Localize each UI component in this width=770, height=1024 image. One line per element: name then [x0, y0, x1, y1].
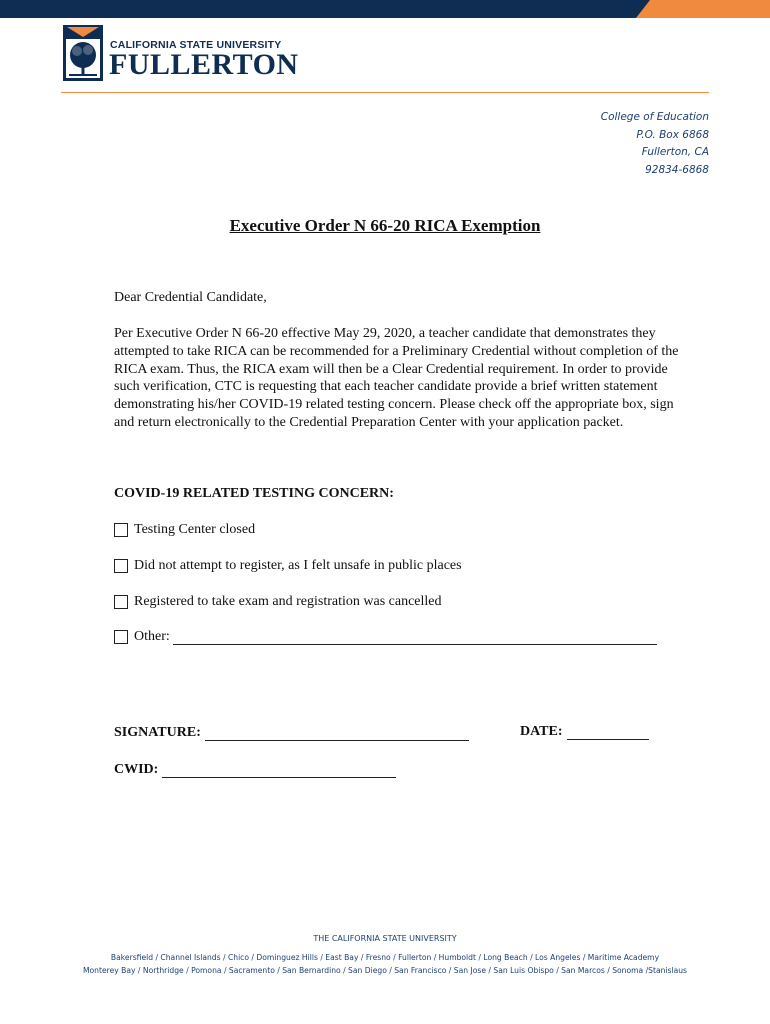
- checkbox[interactable]: [114, 523, 128, 537]
- footer-campus-list: Monterey Bay / Northridge / Pomona / Sacramento / San Bernardino / San Diego / San Francisco / San Jose / San Luis Obispo / San Marcos / Sonoma /Stanislaus: [82, 966, 688, 975]
- date-row: [520, 724, 649, 740]
- option-registration-cancelled[interactable]: [114, 594, 442, 610]
- option-label: Other:: [134, 629, 170, 644]
- address-line: 92834-6868: [645, 163, 709, 176]
- salutation: Dear Credential Candidate,: [114, 290, 267, 305]
- cwid-label: CWID:: [114, 762, 159, 777]
- option-label: Registered to take exam and registration was cancelled: [134, 594, 442, 609]
- concern-heading: COVID-19 RELATED TESTING CONCERN:: [114, 486, 394, 501]
- tree-seal-icon: [63, 25, 103, 81]
- address-line: P.O. Box 6868: [636, 128, 709, 141]
- cwid-row: [114, 762, 396, 778]
- option-testing-center-closed[interactable]: [114, 522, 255, 538]
- college-address: [601, 109, 709, 179]
- logo-university-name: CALIFORNIA STATE UNIVERSITY: [110, 39, 282, 51]
- other-text-field[interactable]: [173, 630, 657, 645]
- footer-campus-list: Bakersfield / Channel Islands / Chico / Dominguez Hills / East Bay / Fresno / Fullerton / Humboldt / Long Beach / Los Angeles / Maritime Academy: [110, 953, 660, 962]
- date-label: DATE:: [520, 724, 563, 739]
- option-label: Did not attempt to register, as I felt unsafe in public places: [134, 558, 462, 573]
- signature-row: [114, 725, 469, 741]
- signature-label: SIGNATURE:: [114, 725, 201, 740]
- signature-field[interactable]: [205, 726, 469, 741]
- cwid-field[interactable]: [162, 763, 396, 778]
- logo-campus-name: FULLERTON: [109, 48, 299, 81]
- header-color-bar: [0, 0, 770, 18]
- option-label: Testing Center closed: [134, 522, 256, 537]
- header-divider: [61, 92, 709, 93]
- option-other[interactable]: [114, 629, 657, 645]
- body-paragraph: Per Executive Order N 66-20 effective May 29, 2020, a teacher candidate that demonstrates they attempted to take RICA can be recommended for a Preliminary Credential without completion of the RICA exam. Thus, the RICA exam will then be a Clear Credential requirement. In order to provide such verification, CTC is requesting that each teacher candidate provide a brief written statement demonstrating his/her COVID-19 related testing concern. Please check off the appropriate box, sign and return electronically to the Credential Preparation Center with your application packet.: [114, 326, 679, 430]
- checkbox[interactable]: [114, 559, 128, 573]
- document-title: Executive Order N 66-20 RICA Exemption: [229, 216, 541, 235]
- checkbox[interactable]: [114, 630, 128, 644]
- address-line: College of Education: [600, 111, 709, 123]
- date-field[interactable]: [567, 725, 649, 740]
- footer-heading: THE CALIFORNIA STATE UNIVERSITY: [313, 934, 457, 943]
- address-line: Fullerton, CA: [641, 146, 709, 158]
- checkbox[interactable]: [114, 595, 128, 609]
- university-logo: [63, 25, 303, 83]
- option-did-not-register[interactable]: [114, 558, 462, 574]
